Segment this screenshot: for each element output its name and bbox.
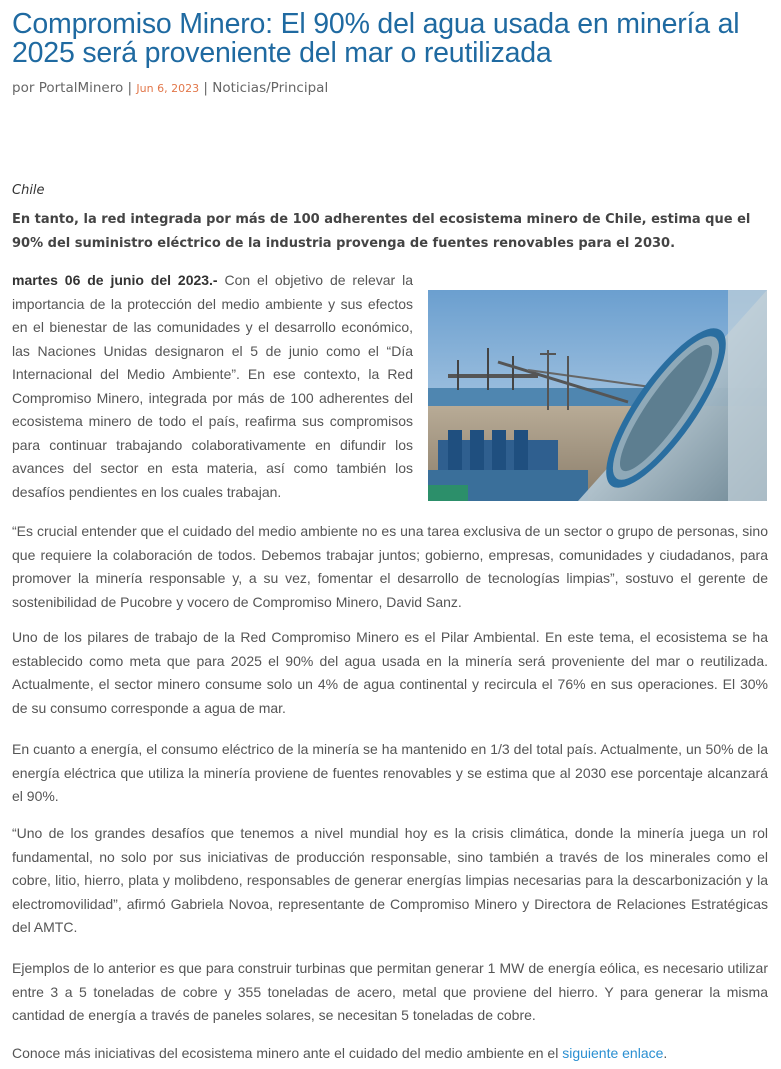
article-title: Compromiso Minero: El 90% del agua usada en minería al 2025 será proveniente del mar o reutilizada	[12, 8, 740, 69]
meta-separator: |	[127, 80, 133, 96]
closing-paragraph	[12, 1042, 768, 1066]
paragraph: Uno de los pilares de trabajo de la Red Compromiso Minero es el Pilar Ambiental. En este tema, el ecosistema se ha establecido como meta que para 2025 el 90% del agua usada en la minería será proveniente del mar o reutilizada. Actualmente, el sector minero consume solo un 4% de agua continental y recircula el 76% en sus operaciones. El 30% de su consumo corresponde a agua de mar.	[12, 629, 768, 716]
meta-separator: |	[203, 80, 208, 96]
paragraph: En cuanto a energía, el consumo eléctrico de la minería se ha mantenido en 1/3 del total país. Actualmente, un 50% de la energía eléctrica que utiliza la minería proviene de fuentes renovables y se estima que al 2030 ese porcentaje alcanzará el 90%.	[12, 741, 768, 804]
closing-end: .	[663, 1045, 668, 1061]
paragraph: “Uno de los grandes desafíos que tenemos a nivel mundial hoy es la crisis climática, donde la minería juega un rol fundamental, no solo por sus iniciativas de producción responsable, sino también a través de los minerales como el cobre, litio, hierro, plata y molibdeno, responsables de generar energías limpias necesarias para la descarbonización y la electromovilidad”, afirmó Gabriela Novoa, representante de Compromiso Minero y Directora de Relaciones Estratégicas del AMTC.	[12, 825, 768, 935]
desalination-plant-image	[428, 290, 767, 501]
author-link[interactable]: PortalMinero	[38, 80, 124, 96]
article-photo	[428, 290, 767, 501]
article-meta	[12, 79, 768, 98]
publish-date: Jun 6, 2023	[136, 82, 200, 95]
first-paragraph-text: Con el objetivo de relevar la importancia de la protección del medio ambiente y sus efectos en el bienestar de las comunidades y el desarrollo económico, las Naciones Unidas designaron el 5 de junio como el “Día Internacional del Medio Ambiente”. En ese contexto, la Red Compromiso Minero, integrada por más de 100 adherentes del ecosistema minero de todo el país, reafirma sus compromisos para continuar trabajando colaborativamente en difundir los avances del sector en esta materia, así como también los desafíos pendientes en los cuales trabajan.	[12, 272, 414, 500]
by-prefix: por	[12, 80, 35, 96]
country-label: Chile	[12, 183, 45, 198]
article	[12, 0, 768, 1061]
paragraph: “Es crucial entender que el cuidado del medio ambiente no es una tarea exclusiva de un sector o grupo de personas, sino que requiere la colaboración de todos. Debemos trabajar juntos; gobierno, empresas, comunidades y ciudadanos, para promover la minería responsable y, a su vez, fomentar el desarrollo de tecnologías limpias”, sostuvo el gerente de sostenibilidad de Pucobre y vocero de Compromiso Minero, David Sanz.	[12, 523, 768, 610]
closing-text: Conoce más iniciativas del ecosistema minero ante el cuidado del medio ambiente en el	[12, 1045, 563, 1061]
dateline: martes 06 de junio del 2023.-	[12, 272, 218, 288]
category-link[interactable]: Noticias/Principal	[212, 80, 329, 96]
article-lead: En tanto, la red integrada por más de 100 adherentes del ecosistema minero de Chile, estima que el 90% del suministro eléctrico de la industria provenga de fuentes renovables para el 2030.	[12, 212, 751, 251]
paragraph: Ejemplos de lo anterior es que para construir turbinas que permitan generar 1 MW de energía eólica, es necesario utilizar entre 3 a 5 toneladas de cobre y 355 toneladas de acero, metal que proviene del hierro. Y para generar la misma cantidad de energía a través de paneles solares, se necesitan 5 toneladas de cobre.	[12, 960, 768, 1023]
siguiente-enlace-link[interactable]: siguiente enlace	[562, 1045, 664, 1061]
first-paragraph	[12, 269, 413, 504]
